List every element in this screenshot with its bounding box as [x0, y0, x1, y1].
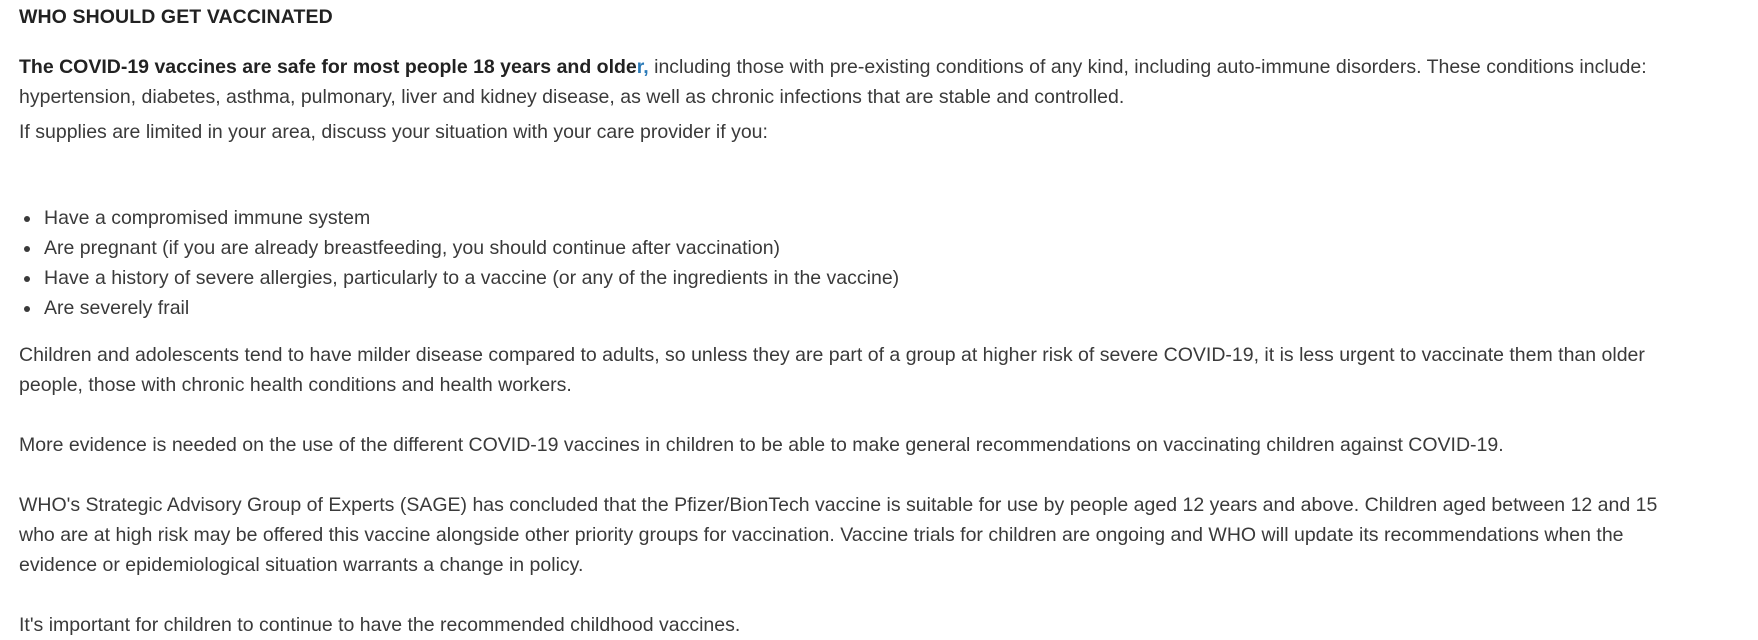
bullet-icon	[24, 246, 30, 252]
intro-rest-text: including those with pre-existing conditions of any kind, including auto-immune disorders. These conditions include: hypertension, diabetes, asthma, pulmonary, liver and kidney disease, as well as chronic infections that are stable and controlled.	[19, 56, 1647, 108]
bullet-icon	[24, 306, 30, 312]
section-heading: WHO SHOULD GET VACCINATED	[19, 6, 333, 28]
list-item-text: Have a compromised immune system	[44, 207, 371, 229]
bullet-icon	[24, 216, 30, 222]
list-item	[44, 263, 899, 293]
list-item-text: Are pregnant (if you are already breastfeeding, you should continue after vaccination)	[44, 237, 781, 259]
supplies-paragraph: If supplies are limited in your area, discuss your situation with your care provider if you:	[19, 121, 768, 143]
list-item-text: Have a history of severe allergies, particularly to a vaccine (or any of the ingredients in the vaccine)	[44, 267, 900, 289]
sage-paragraph: WHO's Strategic Advisory Group of Experts (SAGE) has concluded that the Pfizer/BionTech vaccine is suitable for use by people aged 12 years and above. Children aged between 12 and 15 who are at high risk may be offered this vaccine alongside other priority groups for vaccination. Vaccine trials for children are ongoing and WHO will update its recommendations when the evidence or epidemiological situation warrants a change in policy.	[19, 494, 1658, 576]
intro-bold-text: The COVID-19 vaccines are safe for most people 18 years and olde	[19, 56, 637, 78]
bullet-icon	[24, 276, 30, 282]
list-item	[44, 203, 899, 233]
list-item	[44, 293, 899, 323]
children-paragraph: Children and adolescents tend to have milder disease compared to adults, so unless they are part of a group at higher risk of severe COVID-19, it is less urgent to vaccinate them than older people, those with chronic health conditions and health workers.	[19, 344, 1645, 396]
list-item	[44, 233, 899, 263]
risk-list	[19, 203, 899, 323]
intro-bold-accent: r,	[636, 56, 649, 78]
evidence-paragraph: More evidence is needed on the use of the different COVID-19 vaccines in children to be able to make general recommendations on vaccinating children against COVID-19.	[19, 434, 1504, 456]
childhood-vaccines-paragraph: It's important for children to continue to have the recommended childhood vaccines.	[19, 614, 741, 636]
list-item-text: Are severely frail	[44, 297, 190, 319]
intro-paragraph	[19, 52, 1659, 112]
